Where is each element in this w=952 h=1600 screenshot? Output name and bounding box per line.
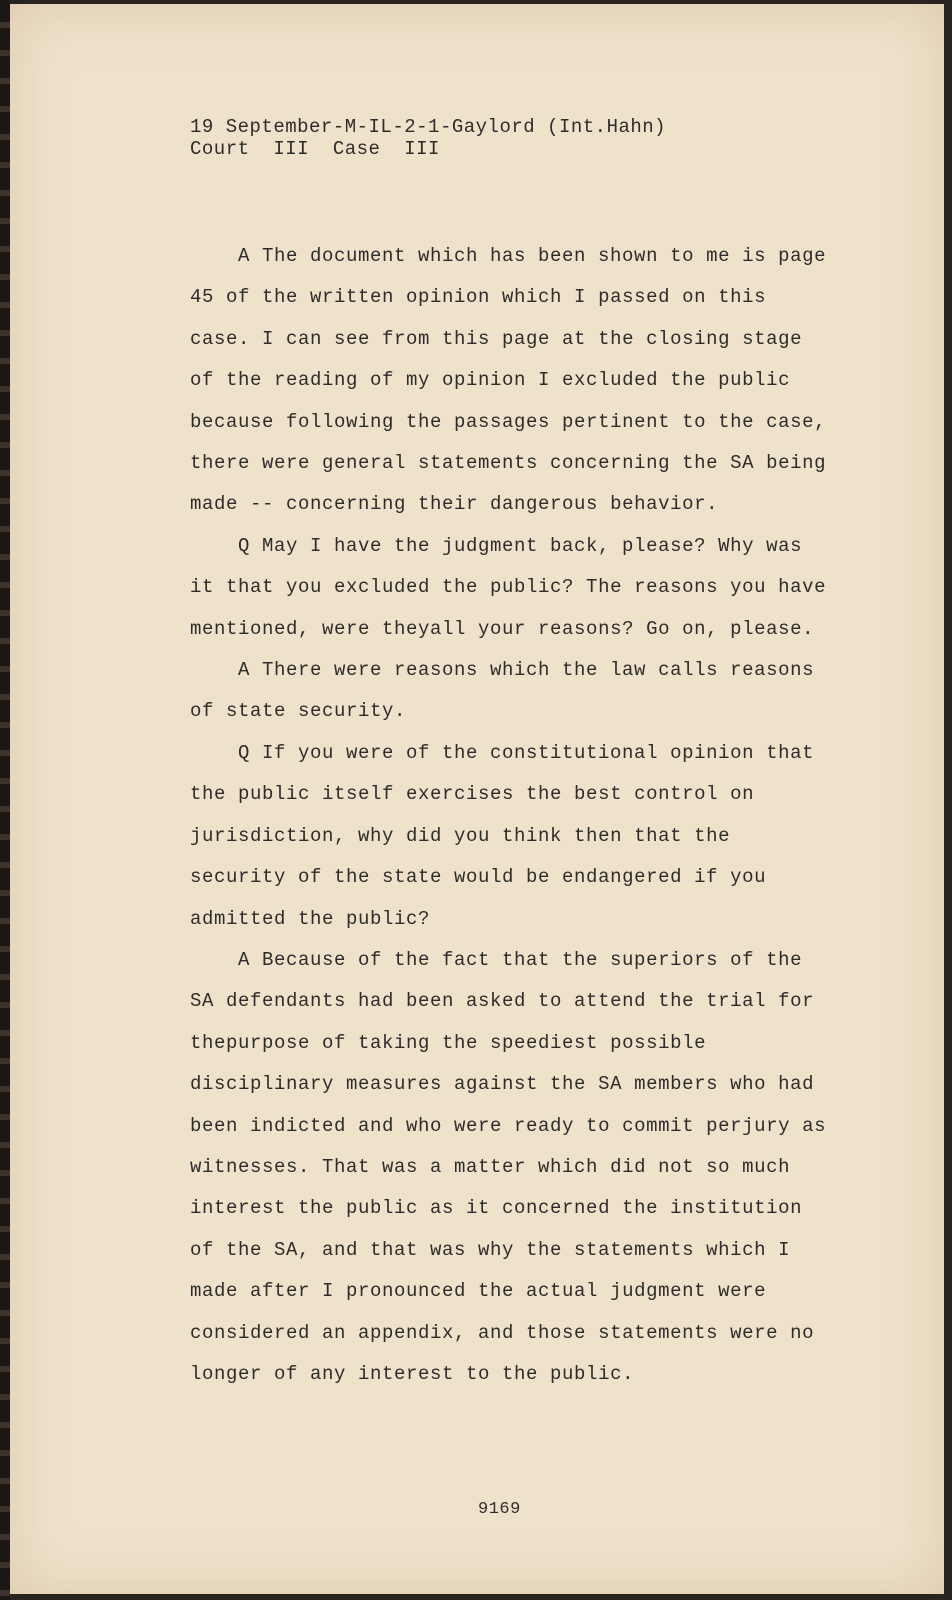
paragraph-question-1: Q May I have the judgment back, please? Why was it that you excluded the public? The reasons you have mentioned, were theyall your reasons? Go on, please.	[190, 534, 827, 640]
paragraph-question-2: Q If you were of the constitutional opinion that the public itself exercises the best control on jurisdiction, why did you think then that the security of the state would be endangered if you admitted the public?	[190, 741, 815, 930]
paragraph-answer-2: A There were reasons which the law calls reasons of state security.	[190, 659, 815, 723]
header-line-1: 19 September-M-IL-2-1-Gaylord (Int.Hahn)	[190, 116, 667, 138]
page-number: 9169	[478, 1500, 521, 1519]
document-page	[10, 4, 944, 1594]
transcript-body	[190, 236, 830, 1395]
paragraph-answer-1: A The document which has been shown to me is page 45 of the written opinion which I passed on this case. I can see from this page at the closing stage of the reading of my opinion I excluded the public because following the passages pertinent to the case, there were general statements concerning the SA being made -- concerning their dangerous behavior.	[190, 245, 827, 516]
binding-edge	[0, 0, 10, 1600]
header-line-2: Court III Case III	[190, 138, 440, 160]
paragraph-answer-3: A Because of the fact that the superiors of the SA defendants had been asked to attend the trial for thepurpose of taking the speediest possible disciplinary measures against the SA members who had been indicted and who were ready to commit perjury as witnesses. That was a matter which did not so much interest the public as it concerned the institution of the SA, and that was why the statements which I made after I pronounced the actual judgment were considered an appendix, and those statements were no longer of any interest to the public.	[190, 948, 827, 1385]
document-header	[190, 116, 666, 160]
